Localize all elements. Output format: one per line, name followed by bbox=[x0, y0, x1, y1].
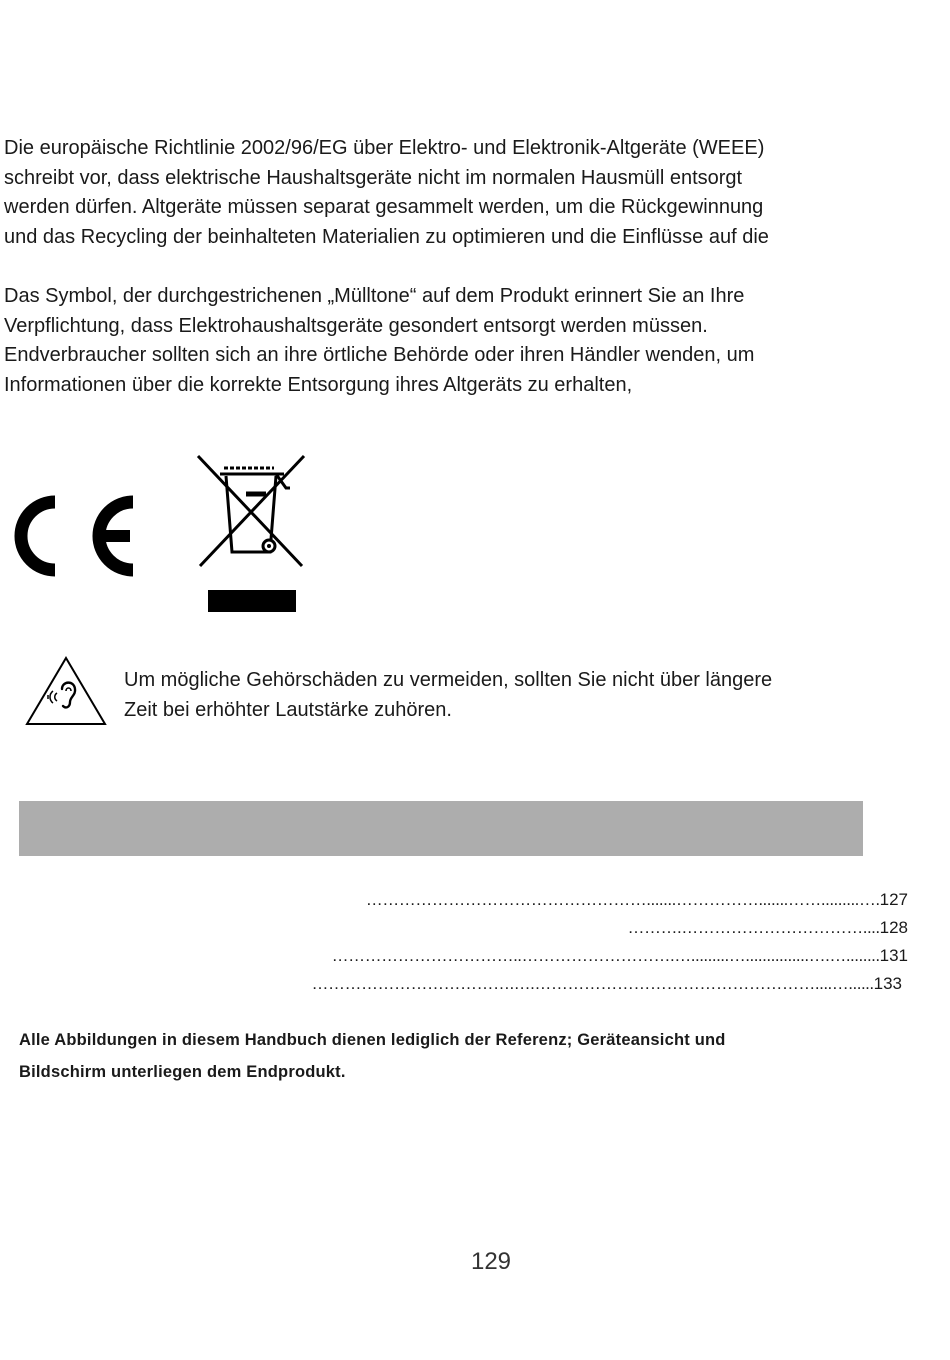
toc-entry bbox=[550, 916, 908, 940]
paragraph-line: Die europäische Richtlinie 2002/96/EG über Elektro- und Elektronik-Altgeräte (WEEE) bbox=[4, 137, 765, 159]
toc-leader: ……………………………..……………………….….........…...............….…........ bbox=[331, 946, 880, 965]
toc-leader: ……………………………….….……………………………………………....…...... bbox=[311, 974, 874, 993]
paragraph-line: und das Recycling der beinhalteten Materialien zu optimieren und die Einflüsse auf die bbox=[4, 225, 769, 248]
toc-leader: ……….…………………………….... bbox=[627, 918, 880, 937]
crossed-out-wheelie-bin-icon bbox=[194, 452, 308, 614]
bin-symbol-paragraph bbox=[4, 282, 924, 400]
disclaimer-line: Bildschirm unterliegen dem Endprodukt. bbox=[19, 1063, 346, 1081]
toc-page-number: 131 bbox=[879, 946, 908, 965]
hearing-warning-icon bbox=[24, 655, 108, 727]
disclaimer-text bbox=[19, 1024, 919, 1088]
paragraph-line: schreibt vor, dass elektrische Haushaltsgeräte nicht im normalen Hausmüll entsorgt bbox=[4, 166, 743, 189]
disclaimer-line: Alle Abbildungen in diesem Handbuch dienen lediglich der Referenz; Geräteansicht und bbox=[19, 1031, 726, 1049]
section-header-bar bbox=[19, 801, 863, 856]
toc-entry bbox=[238, 888, 908, 912]
toc-leader: …………………………………………….......…………….......…….........…. bbox=[365, 890, 880, 909]
toc-page-number: 133 bbox=[873, 974, 902, 993]
toc-page-number: 127 bbox=[879, 890, 908, 909]
hearing-warning-text bbox=[124, 666, 924, 725]
weee-directive-paragraph bbox=[4, 134, 924, 252]
paragraph-line: Verpflichtung, dass Elektrohaushaltsgeräte gesondert entsorgt werden müssen. bbox=[4, 314, 708, 337]
page-number: 129 bbox=[470, 1248, 512, 1275]
ce-mark-icon bbox=[2, 488, 138, 584]
toc-entry bbox=[136, 972, 902, 996]
toc-entry bbox=[132, 944, 908, 968]
toc-page-number: 128 bbox=[879, 918, 908, 937]
paragraph-line: werden dürfen. Altgeräte müssen separat gesammelt werden, um die Rückgewinnung bbox=[4, 196, 764, 219]
paragraph-line: Informationen über die korrekte Entsorgung ihres Altgeräts zu erhalten, bbox=[4, 373, 633, 396]
warning-line: Zeit bei erhöhter Lautstärke zuhören. bbox=[124, 698, 452, 721]
paragraph-line: Endverbraucher sollten sich an ihre örtliche Behörde oder ihren Händler wenden, um bbox=[4, 344, 755, 367]
warning-line: Um mögliche Gehörschäden zu vermeiden, sollten Sie nicht über längere bbox=[124, 669, 773, 691]
paragraph-line: Das Symbol, der durchgestrichenen „Mülltone“ auf dem Produkt erinnert Sie an Ihre bbox=[4, 285, 745, 307]
